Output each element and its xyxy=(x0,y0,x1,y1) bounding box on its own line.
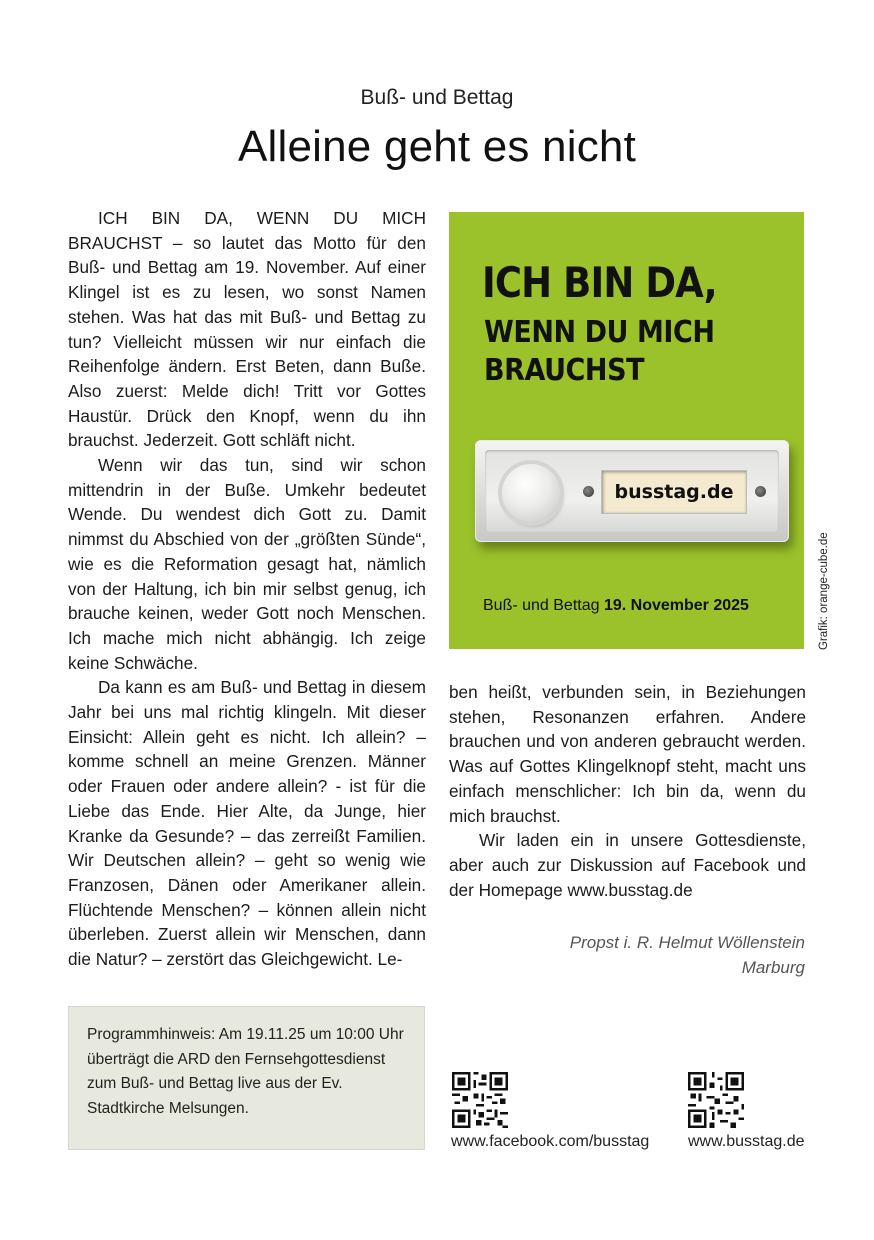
poster-date-prefix: Buß- und Bettag xyxy=(483,597,600,614)
kicker: Buß- und Bettag xyxy=(360,86,514,109)
author-place: Marburg xyxy=(741,958,805,977)
author-signature xyxy=(449,930,805,980)
poster-date xyxy=(483,597,749,615)
screw-icon xyxy=(583,486,594,497)
author-name: Propst i. R. Helmut Wöllenstein xyxy=(569,933,805,952)
poster-date-bold: 19. November 2025 xyxy=(603,597,749,614)
poster-line-2: WENN DU MICH xyxy=(484,315,715,350)
facebook-link[interactable]: www.facebook.com/busstag xyxy=(451,1133,650,1150)
doorbell-plate xyxy=(475,440,789,542)
article-column-left xyxy=(68,206,426,972)
poster-line-3: BRAUCHST xyxy=(484,353,645,388)
headline: Alleine geht es nicht xyxy=(237,122,636,171)
homepage-link[interactable]: www.busstag.de xyxy=(688,1133,805,1150)
paragraph: Da kann es am Buß- und Bettag in diesem Jahr bei uns mal richtig klingeln. Mit dieser Einsicht: Allein geht es nicht. Ich allein? – komme schnell an meine Grenzen. Männer oder Frauen oder andere allein? - ist für die Liebe das Ende. Hier Alte, da Junge, hier Kranke da Gesunde? – das zerreißt Familien. Wir Deutschen allein? – geht so wenig wie Franzosen, Dänen oder Amerikaner allein. Flüchtende Menschen? – können allein nicht überleben. Zuerst allein wir Menschen, dann die Natur? – zerstört das Gleichgewicht. Le- xyxy=(68,677,426,970)
program-hint-text: Programmhinweis: Am 19.11.25 um 10:00 Uhr überträgt die ARD den Fernsehgottesdienst zum Buß- und Bettag live aus der Ev. Stadtkirche Melsungen. xyxy=(87,1026,404,1117)
poster-line-1: ICH BIN DA, xyxy=(482,258,717,307)
paragraph: ICH BIN DA, WENN DU MICH BRAUCHST – so lautet das Motto für den Buß- und Bettag am 19. November. Auf einer Klingel ist es zu lesen, wo sonst Namen stehen. Was hat das mit Buß- und Bettag zu tun? Vielleicht müssen wir nur einfach die Reihenfolge ändern. Erst Beten, dann Buße. Also zuerst: Melde dich! Tritt vor Gottes Haustür. Drück den Knopf, wenn du ihn brauchst. Jederzeit. Gott schläft nicht. xyxy=(68,208,426,451)
paragraph: ben heißt, verbunden sein, in Beziehungen stehen, Resonanzen erfahren. Andere brauchen und von anderen gebraucht werden. Was auf Gottes Klingelknopf steht, macht uns einfach menschlicher: Ich bin da, wenn du mich brauchst. xyxy=(449,682,806,826)
program-hint-box xyxy=(68,1006,425,1150)
qr-code-icon[interactable] xyxy=(452,1072,508,1128)
doorbell-button-icon xyxy=(502,464,560,522)
paragraph: Wir laden ein in unsere Gottesdienste, aber auch zur Diskussion auf Facebook und der Homepage www.busstag.de xyxy=(449,830,806,900)
paragraph: Wenn wir das tun, sind wir schon mittendrin in der Buße. Umkehr bedeutet Wende. Du wendest dich Gott zu. Damit nimmst du Abschied von der „größten Sünde“, wie es die Reformation gesagt hat, nämlich von der Haltung, ich bin mir selbst genug, ich brauche keinen, weder Gott noch Menschen. Ich mache mich nicht abhängig. Ich zeige keine Schwäche. xyxy=(68,455,426,673)
image-credit: Grafik: orange-cube.de xyxy=(818,532,830,650)
qr-code-icon[interactable] xyxy=(688,1072,744,1128)
screw-icon xyxy=(755,486,766,497)
doorbell-nameplate: busstag.de xyxy=(601,470,747,514)
article-column-right xyxy=(449,680,806,902)
motto-poster xyxy=(449,212,804,649)
